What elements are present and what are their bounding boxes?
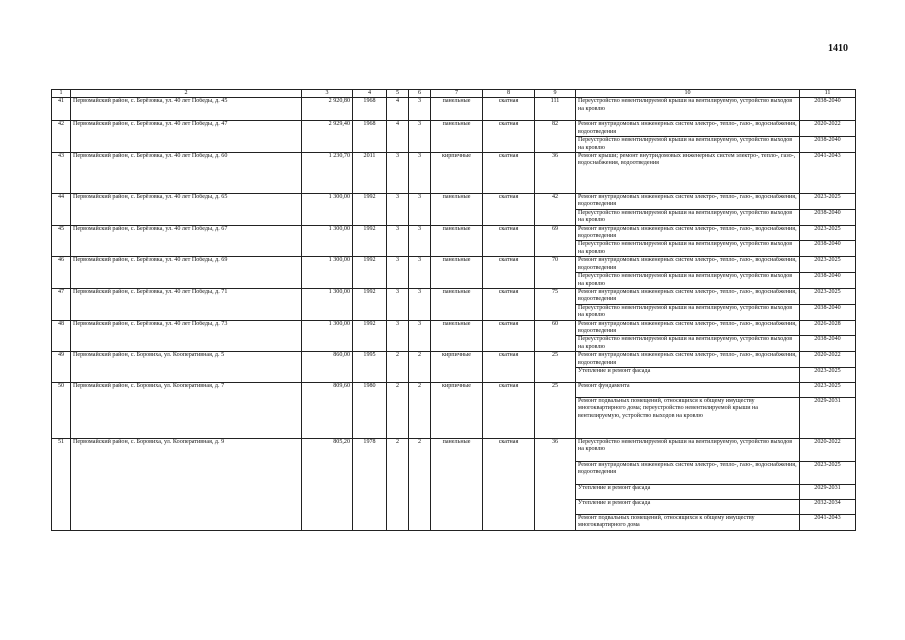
- area-cell: 2 920,80: [302, 98, 353, 121]
- residents-cell: 25: [535, 352, 576, 383]
- floors-cell: 4: [387, 121, 409, 153]
- work-period: 2041-2043: [800, 153, 856, 194]
- work-period: 2023-2025: [800, 194, 856, 210]
- work-period: 2029-2031: [800, 484, 856, 499]
- work-period: 2038-2040: [800, 98, 856, 121]
- wall-material-cell: панельные: [431, 320, 483, 352]
- row-number: 47: [52, 288, 71, 320]
- entrances-cell: 3: [409, 257, 431, 289]
- row-number: 42: [52, 121, 71, 153]
- work-period: 2020-2022: [800, 121, 856, 137]
- column-number: 5: [387, 90, 409, 98]
- year-cell: 1992: [353, 194, 387, 226]
- work-description: Ремонт внутридомовых инженерных систем электро-, тепло-, газо-, водоснабжения, водоотведения: [576, 225, 800, 241]
- address-cell: Первомайский район, с. Боровиха, ул. Кооперативная, д. 9: [71, 438, 302, 530]
- work-period: 2038-2040: [800, 241, 856, 257]
- table-row: [52, 98, 856, 121]
- column-number-row: [52, 90, 856, 98]
- work-description: Ремонт подвальных помещений, относящихся к общему имуществу многоквартирного дома: [576, 514, 800, 530]
- floors-cell: 4: [387, 98, 409, 121]
- work-description: Переустройство невентилируемой крыши на вентилируемую, устройство выходов на кровлю: [576, 273, 800, 289]
- work-description: Переустройство невентилируемой крыши на вентилируемую, устройство выходов на кровлю: [576, 137, 800, 153]
- work-description: Ремонт внутридомовых инженерных систем электро-, тепло-, газо-, водоснабжения, водоотведения: [576, 461, 800, 484]
- year-cell: 1992: [353, 288, 387, 320]
- work-period: 2038-2040: [800, 336, 856, 352]
- work-period: 2026-2028: [800, 320, 856, 336]
- floors-cell: 2: [387, 352, 409, 383]
- floors-cell: 3: [387, 320, 409, 352]
- residents-cell: 42: [535, 194, 576, 226]
- address-cell: Первомайский район, с. Берёзовка, ул. 40 лет Победы, д. 73: [71, 320, 302, 352]
- work-period: 2032-2034: [800, 499, 856, 514]
- row-number: 51: [52, 438, 71, 530]
- work-description: Переустройство невентилируемой крыши на вентилируемую, устройство выходов на кровлю: [576, 438, 800, 461]
- entrances-cell: 3: [409, 194, 431, 226]
- column-number: 6: [409, 90, 431, 98]
- year-cell: 1978: [353, 438, 387, 530]
- work-description: Ремонт внутридомовых инженерных систем электро-, тепло-, газо-, водоснабжения, водоотведения: [576, 352, 800, 368]
- entrances-cell: 3: [409, 288, 431, 320]
- entrances-cell: 2: [409, 382, 431, 438]
- floors-cell: 3: [387, 257, 409, 289]
- column-number: 1: [52, 90, 71, 98]
- table-body: [52, 90, 856, 531]
- work-description: Ремонт внутридомовых инженерных систем электро-, тепло-, газо-, водоснабжения, водоотведения: [576, 288, 800, 304]
- work-description: Ремонт внутридомовых инженерных систем электро-, тепло-, газо-, водоснабжения, водоотведения: [576, 320, 800, 336]
- area-cell: 1 300,00: [302, 320, 353, 352]
- year-cell: 1992: [353, 320, 387, 352]
- table-row: [52, 382, 856, 397]
- work-period: 2029-2031: [800, 397, 856, 438]
- table-row: [52, 288, 856, 304]
- wall-material-cell: кирпичные: [431, 382, 483, 438]
- work-period: 2038-2040: [800, 304, 856, 320]
- work-description: Утепление и ремонт фасада: [576, 367, 800, 382]
- residents-cell: 25: [535, 382, 576, 438]
- work-period: 2038-2040: [800, 137, 856, 153]
- wall-material-cell: кирпичные: [431, 153, 483, 194]
- entrances-cell: 2: [409, 438, 431, 530]
- address-cell: Первомайский район, с. Берёзовка, ул. 40 лет Победы, д. 47: [71, 121, 302, 153]
- roof-type-cell: скатная: [483, 320, 535, 352]
- roof-type-cell: скатная: [483, 438, 535, 530]
- work-description: Переустройство невентилируемой крыши на вентилируемую, устройство выходов на кровлю: [576, 241, 800, 257]
- table-row: [52, 320, 856, 336]
- entrances-cell: 2: [409, 352, 431, 383]
- address-cell: Первомайский район, с. Берёзовка, ул. 40 лет Победы, д. 71: [71, 288, 302, 320]
- work-description: Ремонт фундамента: [576, 382, 800, 397]
- column-number: 9: [535, 90, 576, 98]
- table-row: [52, 153, 856, 194]
- address-cell: Первомайский район, с. Берёзовка, ул. 40 лет Победы, д. 60: [71, 153, 302, 194]
- work-description: Ремонт внутридомовых инженерных систем электро-, тепло-, газо-, водоснабжения, водоотведения: [576, 194, 800, 210]
- work-description: Утепление и ремонт фасада: [576, 484, 800, 499]
- row-number: 44: [52, 194, 71, 226]
- year-cell: 1968: [353, 121, 387, 153]
- year-cell: 1980: [353, 382, 387, 438]
- work-period: 2020-2022: [800, 352, 856, 368]
- floors-cell: 3: [387, 288, 409, 320]
- roof-type-cell: скатная: [483, 382, 535, 438]
- work-period: 2020-2022: [800, 438, 856, 461]
- row-number: 46: [52, 257, 71, 289]
- residents-cell: 36: [535, 153, 576, 194]
- row-number: 49: [52, 352, 71, 383]
- row-number: 50: [52, 382, 71, 438]
- roof-type-cell: скатная: [483, 153, 535, 194]
- entrances-cell: 3: [409, 98, 431, 121]
- column-number: 10: [576, 90, 800, 98]
- roof-type-cell: скатная: [483, 288, 535, 320]
- wall-material-cell: панельные: [431, 98, 483, 121]
- column-number: 8: [483, 90, 535, 98]
- wall-material-cell: панельные: [431, 257, 483, 289]
- floors-cell: 3: [387, 194, 409, 226]
- column-number: 4: [353, 90, 387, 98]
- residents-cell: 36: [535, 438, 576, 530]
- residents-cell: 82: [535, 121, 576, 153]
- residents-cell: 111: [535, 98, 576, 121]
- page-number: 1410: [828, 43, 848, 54]
- address-cell: Первомайский район, с. Берёзовка, ул. 40 лет Победы, д. 67: [71, 225, 302, 257]
- column-number: 2: [71, 90, 302, 98]
- area-cell: 860,00: [302, 352, 353, 383]
- address-cell: Первомайский район, с. Боровиха, ул. Кооперативная, д. 5: [71, 352, 302, 383]
- wall-material-cell: кирпичные: [431, 352, 483, 383]
- roof-type-cell: скатная: [483, 194, 535, 226]
- area-cell: 809,60: [302, 382, 353, 438]
- row-number: 41: [52, 98, 71, 121]
- roof-type-cell: скатная: [483, 98, 535, 121]
- entrances-cell: 3: [409, 153, 431, 194]
- roof-type-cell: скатная: [483, 121, 535, 153]
- work-period: 2041-2043: [800, 514, 856, 530]
- table-row: [52, 438, 856, 461]
- row-number: 45: [52, 225, 71, 257]
- wall-material-cell: панельные: [431, 225, 483, 257]
- table-row: [52, 257, 856, 273]
- work-period: 2023-2025: [800, 367, 856, 382]
- work-period: 2038-2040: [800, 273, 856, 289]
- area-cell: 1 230,70: [302, 153, 353, 194]
- column-number: 3: [302, 90, 353, 98]
- work-period: 2023-2025: [800, 288, 856, 304]
- floors-cell: 3: [387, 225, 409, 257]
- year-cell: 1968: [353, 98, 387, 121]
- floors-cell: 3: [387, 153, 409, 194]
- area-cell: 805,20: [302, 438, 353, 530]
- table-row: [52, 352, 856, 368]
- wall-material-cell: панельные: [431, 121, 483, 153]
- work-period: 2023-2025: [800, 461, 856, 484]
- work-description: Переустройство невентилируемой крыши на вентилируемую, устройство выходов на кровлю: [576, 304, 800, 320]
- work-description: Переустройство невентилируемой крыши на вентилируемую, устройство выходов на кровлю: [576, 336, 800, 352]
- table-row: [52, 225, 856, 241]
- work-description: Утепление и ремонт фасада: [576, 499, 800, 514]
- work-description: Переустройство невентилируемой крыши на вентилируемую, устройство выходов на кровлю: [576, 209, 800, 225]
- area-cell: 1 300,00: [302, 257, 353, 289]
- address-cell: Первомайский район, с. Берёзовка, ул. 40 лет Победы, д. 69: [71, 257, 302, 289]
- roof-type-cell: скатная: [483, 225, 535, 257]
- housing-register-table: [51, 89, 856, 531]
- area-cell: 2 929,40: [302, 121, 353, 153]
- area-cell: 1 300,00: [302, 225, 353, 257]
- residents-cell: 75: [535, 288, 576, 320]
- work-description: Ремонт внутридомовых инженерных систем электро-, тепло-, газо-, водоснабжения, водоотведения: [576, 257, 800, 273]
- work-description: Переустройство невентилируемой крыши на вентилируемую, устройство выходов на кровлю: [576, 98, 800, 121]
- address-cell: Первомайский район, с. Берёзовка, ул. 40 лет Победы, д. 65: [71, 194, 302, 226]
- wall-material-cell: панельные: [431, 194, 483, 226]
- work-period: 2023-2025: [800, 257, 856, 273]
- wall-material-cell: панельные: [431, 288, 483, 320]
- year-cell: 1992: [353, 225, 387, 257]
- work-description: Ремонт крыши; ремонт внутридомовых инженерных систем электро-, тепло-, газо-, водоснабжения, водоотведения: [576, 153, 800, 194]
- work-period: 2038-2040: [800, 209, 856, 225]
- address-cell: Первомайский район, с. Боровиха, ул. Кооперативная, д. 7: [71, 382, 302, 438]
- residents-cell: 60: [535, 320, 576, 352]
- area-cell: 1 300,00: [302, 288, 353, 320]
- work-description: Ремонт подвальных помещений, относящихся к общему имуществу многоквартирного дома; переустройство невентилируемой крыши на вентилируемую, устройство выходов на кровлю: [576, 397, 800, 438]
- floors-cell: 2: [387, 382, 409, 438]
- area-cell: 1 300,00: [302, 194, 353, 226]
- table-row: [52, 194, 856, 210]
- year-cell: 1995: [353, 352, 387, 383]
- work-description: Ремонт внутридомовых инженерных систем электро-, тепло-, газо-, водоснабжения, водоотведения: [576, 121, 800, 137]
- column-number: 11: [800, 90, 856, 98]
- entrances-cell: 3: [409, 121, 431, 153]
- floors-cell: 2: [387, 438, 409, 530]
- column-number: 7: [431, 90, 483, 98]
- entrances-cell: 3: [409, 320, 431, 352]
- row-number: 48: [52, 320, 71, 352]
- year-cell: 2011: [353, 153, 387, 194]
- row-number: 43: [52, 153, 71, 194]
- table-row: [52, 121, 856, 137]
- roof-type-cell: скатная: [483, 352, 535, 383]
- year-cell: 1992: [353, 257, 387, 289]
- wall-material-cell: панельные: [431, 438, 483, 530]
- residents-cell: 70: [535, 257, 576, 289]
- entrances-cell: 3: [409, 225, 431, 257]
- residents-cell: 69: [535, 225, 576, 257]
- work-period: 2023-2025: [800, 382, 856, 397]
- roof-type-cell: скатная: [483, 257, 535, 289]
- address-cell: Первомайский район, с. Берёзовка, ул. 40 лет Победы, д. 45: [71, 98, 302, 121]
- work-period: 2023-2025: [800, 225, 856, 241]
